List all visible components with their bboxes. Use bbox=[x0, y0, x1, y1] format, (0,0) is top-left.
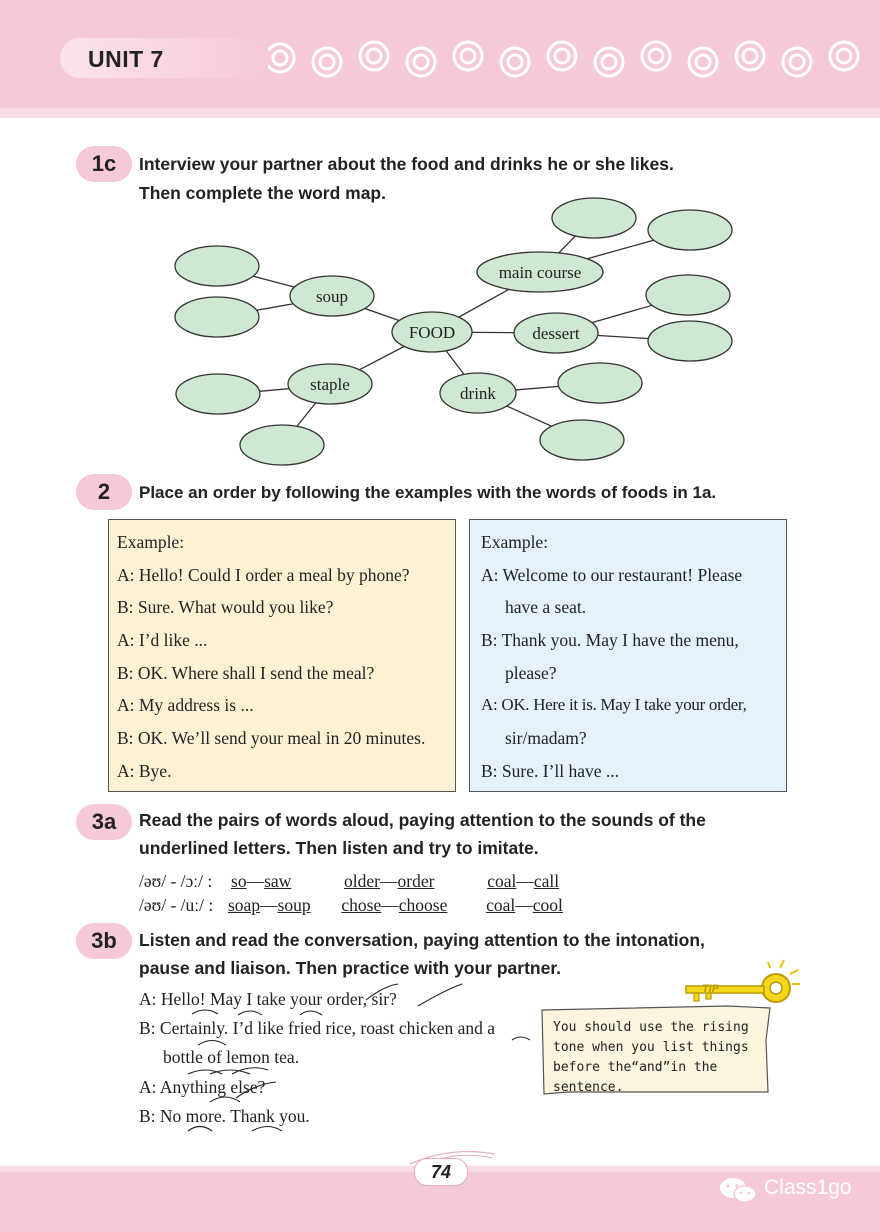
example-left-line: A: Bye. bbox=[117, 760, 172, 781]
word: order bbox=[397, 871, 435, 891]
example-right-line: have a seat. bbox=[505, 597, 587, 618]
tip-label: TIP bbox=[702, 983, 720, 995]
dash: — bbox=[381, 895, 399, 915]
example-left-line: Example: bbox=[117, 532, 185, 552]
word: call bbox=[533, 871, 560, 891]
word: soup bbox=[277, 895, 311, 915]
instruction-3b-line2: pause and liaison. Then practice with your partner. bbox=[139, 958, 562, 978]
example-left-line: A: My address is ... bbox=[117, 695, 254, 716]
phonetic-row-1 bbox=[139, 871, 559, 892]
dash: — bbox=[515, 895, 533, 915]
map-branch-main-course: main course bbox=[498, 263, 582, 282]
unit-title: UNIT 7 bbox=[88, 46, 164, 72]
word-map bbox=[160, 195, 760, 470]
chat-logo-icon bbox=[718, 1175, 758, 1205]
phonetic-label: /əʊ/ - /ɔː/ : bbox=[139, 871, 213, 891]
conversation-line: B: Certainly. I’d like fried rice, roast chicken and a bbox=[139, 1018, 496, 1038]
map-branch-dessert: dessert bbox=[532, 324, 580, 343]
dash: — bbox=[380, 871, 398, 891]
map-center-label: FOOD bbox=[408, 323, 456, 342]
phonetic-row-2 bbox=[139, 895, 563, 916]
example-right-line: B: Thank you. May I have the menu, bbox=[481, 630, 739, 651]
example-left-line: B: Sure. What would you like? bbox=[117, 597, 334, 618]
word: choose bbox=[398, 895, 448, 915]
conversation-line: A: Anything else? bbox=[139, 1077, 266, 1097]
section-badge-3a: 3a bbox=[76, 804, 132, 840]
tip-text: You should use the rising tone when you list things before the“and”in the sentence. bbox=[553, 1020, 749, 1095]
instruction-1c-line1: Interview your partner about the food and drinks he or she likes. bbox=[139, 154, 674, 174]
conversation-line: B: No more. Thank you. bbox=[139, 1106, 310, 1126]
instruction-3a-line2: underlined letters. Then listen and try to imitate. bbox=[139, 838, 539, 858]
example-right-line: please? bbox=[505, 662, 557, 683]
dash: — bbox=[260, 895, 278, 915]
word: chose bbox=[341, 895, 382, 915]
word: coal bbox=[486, 895, 516, 915]
dash: — bbox=[246, 871, 265, 891]
instruction-3b-line1: Listen and read the conversation, paying attention to the intonation, bbox=[139, 930, 705, 950]
dash: — bbox=[516, 871, 534, 891]
example-right-line: Example: bbox=[481, 532, 549, 552]
word: soap bbox=[228, 895, 261, 915]
example-left-line: A: Hello! Could I order a meal by phone? bbox=[117, 564, 410, 585]
key-icon bbox=[680, 958, 810, 1018]
example-right-line: A: Welcome to our restaurant! Please bbox=[481, 564, 743, 585]
word: so bbox=[231, 871, 247, 891]
example-left-line: B: OK. We’ll send your meal in 20 minutes. bbox=[117, 728, 426, 749]
page-number: 74 bbox=[414, 1158, 468, 1186]
word: coal bbox=[487, 871, 517, 891]
map-branch-drink: drink bbox=[460, 384, 496, 403]
instruction-3a-line1: Read the pairs of words aloud, paying attention to the sounds of the bbox=[139, 810, 706, 830]
phonetic-label: /əʊ/ - /uː/ : bbox=[139, 895, 214, 915]
conversation-line: bottle of lemon tea. bbox=[163, 1047, 300, 1067]
instruction-2: Place an order by following the examples with the words of foods in 1a. bbox=[139, 483, 717, 502]
section-badge-2: 2 bbox=[76, 474, 132, 510]
word: older bbox=[344, 871, 381, 891]
example-right-line: A: OK. Here it is. May I take your order, bbox=[481, 695, 747, 715]
section-badge-3b: 3b bbox=[76, 923, 132, 959]
example-right-line: sir/madam? bbox=[505, 728, 587, 749]
example-left-line: A: I’d like ... bbox=[117, 630, 208, 651]
example-box-left bbox=[108, 519, 456, 792]
word: saw bbox=[264, 871, 292, 891]
map-branch-soup: soup bbox=[315, 287, 349, 306]
instruction-1c-line2: Then complete the word map. bbox=[139, 183, 386, 203]
section-badge-1c: 1c bbox=[76, 146, 132, 182]
watermark: Class1go bbox=[764, 1176, 852, 1199]
conversation-line: A: Hello! May I take your order, sir? bbox=[139, 989, 397, 1009]
example-box-right bbox=[469, 519, 787, 792]
header-stripe bbox=[0, 108, 880, 118]
map-branch-staple: staple bbox=[310, 375, 350, 394]
word: cool bbox=[532, 895, 563, 915]
example-right-line: B: Sure. I’ll have ... bbox=[481, 760, 620, 781]
example-left-line: B: OK. Where shall I send the meal? bbox=[117, 662, 375, 683]
